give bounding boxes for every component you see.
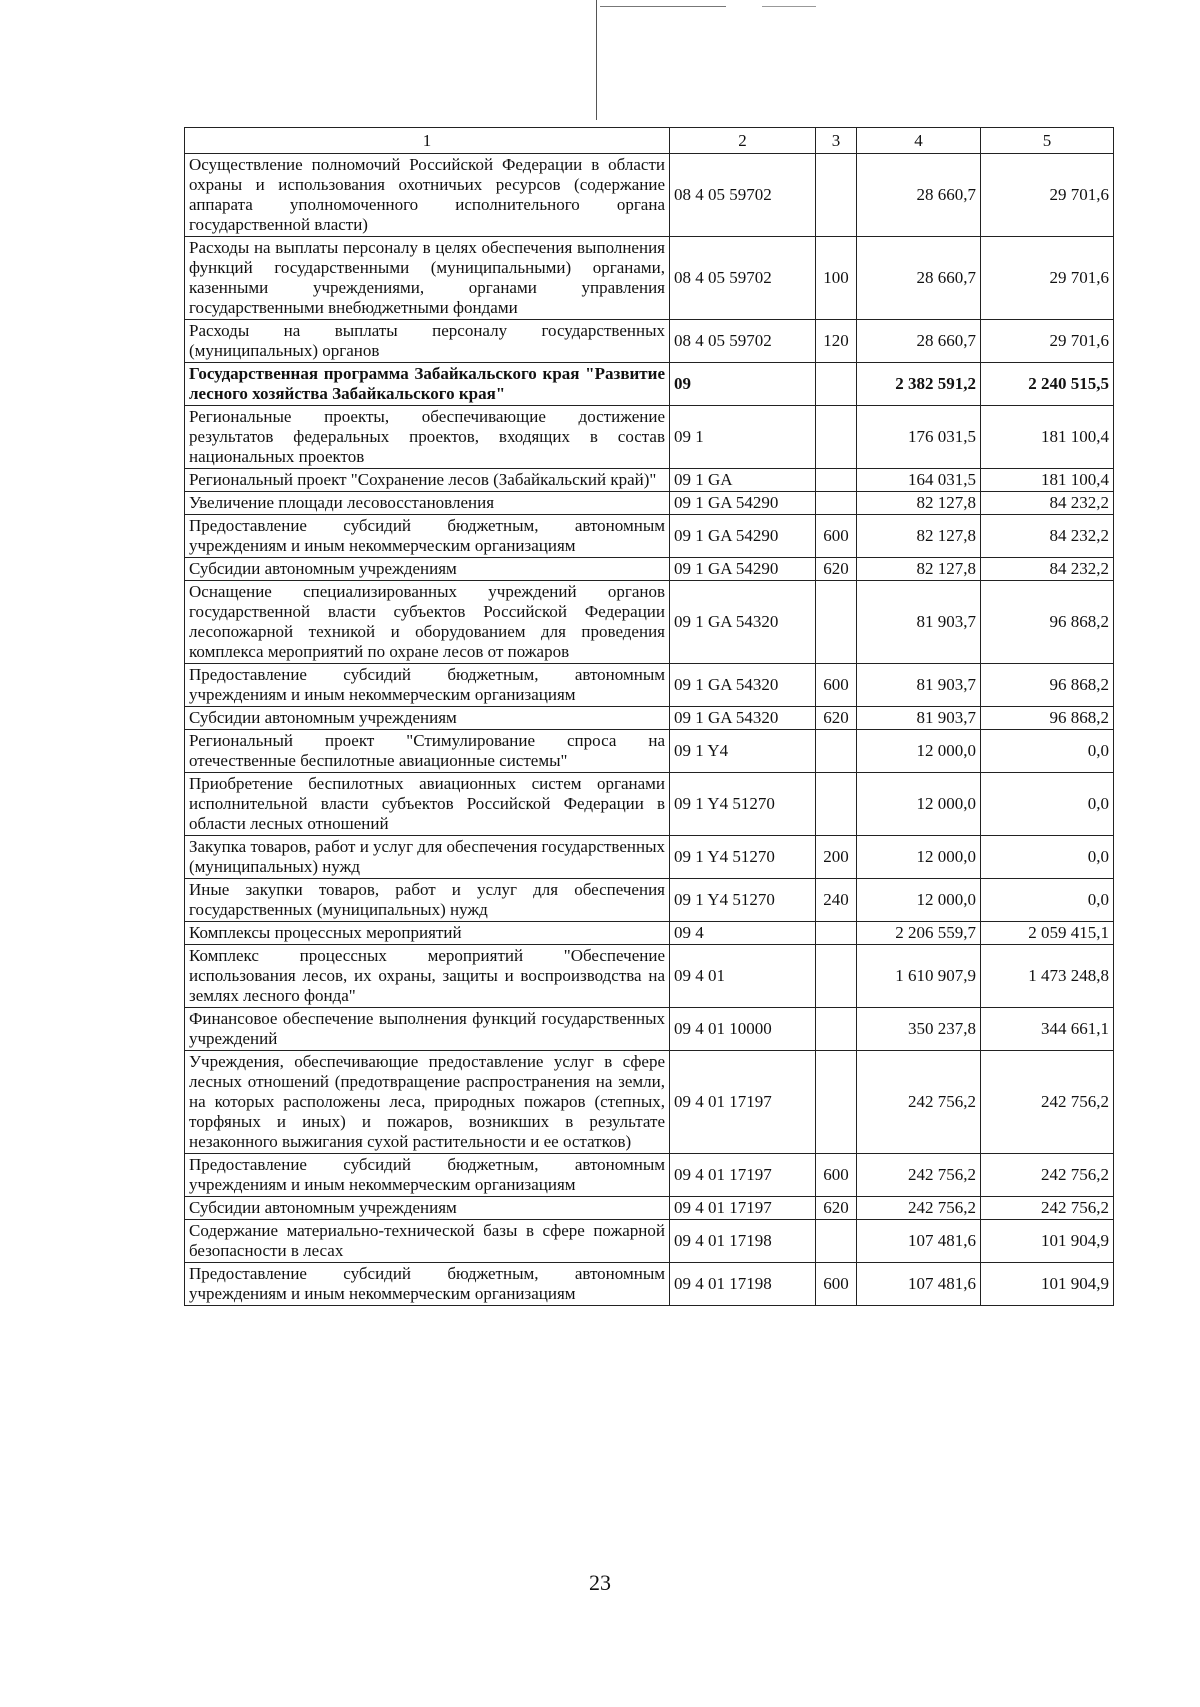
row-code-cell: 09 1 GA 54290	[670, 492, 816, 515]
row-name-cell: Предоставление субсидий бюджетным, автономным учреждениям и иным некоммерческим организациям	[185, 1154, 670, 1197]
row-code-cell: 09 4 01 17197	[670, 1197, 816, 1220]
row-amount-year1-cell: 28 660,7	[857, 237, 981, 320]
row-expense-type-cell	[816, 363, 857, 406]
row-amount-year1-cell: 164 031,5	[857, 469, 981, 492]
header-cell: 5	[981, 128, 1114, 154]
row-name-cell: Увеличение площади лесовосстановления	[185, 492, 670, 515]
row-name-cell: Региональный проект "Стимулирование спроса на отечественные беспилотные авиационные системы"	[185, 730, 670, 773]
row-amount-year1-cell: 242 756,2	[857, 1197, 981, 1220]
header-cell: 3	[816, 128, 857, 154]
table-row	[185, 836, 1114, 879]
row-code-cell: 09 1 GA 54320	[670, 707, 816, 730]
row-code-cell: 09 4 01	[670, 945, 816, 1008]
row-expense-type-cell: 600	[816, 1154, 857, 1197]
row-code-cell: 09 4 01 17197	[670, 1154, 816, 1197]
row-amount-year2-cell: 242 756,2	[981, 1197, 1114, 1220]
row-amount-year2-cell: 242 756,2	[981, 1154, 1114, 1197]
header-cell: 1	[185, 128, 670, 154]
row-amount-year1-cell: 28 660,7	[857, 154, 981, 237]
table-row	[185, 1197, 1114, 1220]
row-amount-year1-cell: 107 481,6	[857, 1220, 981, 1263]
row-amount-year2-cell: 101 904,9	[981, 1263, 1114, 1306]
row-code-cell: 09 1 Y4 51270	[670, 836, 816, 879]
row-expense-type-cell	[816, 945, 857, 1008]
row-code-cell: 09 1 GA 54290	[670, 515, 816, 558]
row-expense-type-cell: 200	[816, 836, 857, 879]
row-expense-type-cell	[816, 1220, 857, 1263]
row-code-cell: 09 1	[670, 406, 816, 469]
table-row	[185, 515, 1114, 558]
row-expense-type-cell	[816, 154, 857, 237]
row-expense-type-cell: 620	[816, 558, 857, 581]
row-amount-year1-cell: 81 903,7	[857, 664, 981, 707]
row-name-cell: Иные закупки товаров, работ и услуг для обеспечения государственных (муниципальных) нужд	[185, 879, 670, 922]
row-name-cell: Расходы на выплаты персоналу государственных (муниципальных) органов	[185, 320, 670, 363]
row-name-cell: Закупка товаров, работ и услуг для обеспечения государственных (муниципальных) нужд	[185, 836, 670, 879]
row-code-cell: 08 4 05 59702	[670, 237, 816, 320]
table-row	[185, 1154, 1114, 1197]
row-amount-year2-cell: 181 100,4	[981, 406, 1114, 469]
row-amount-year2-cell: 84 232,2	[981, 492, 1114, 515]
table-row	[185, 1220, 1114, 1263]
row-amount-year1-cell: 242 756,2	[857, 1154, 981, 1197]
row-amount-year1-cell: 1 610 907,9	[857, 945, 981, 1008]
row-name-cell: Предоставление субсидий бюджетным, автономным учреждениям и иным некоммерческим организациям	[185, 1263, 670, 1306]
row-amount-year1-cell: 81 903,7	[857, 581, 981, 664]
row-expense-type-cell	[816, 469, 857, 492]
table-header	[185, 128, 1114, 154]
row-amount-year1-cell: 12 000,0	[857, 730, 981, 773]
row-amount-year1-cell: 2 382 591,2	[857, 363, 981, 406]
row-amount-year2-cell: 2 240 515,5	[981, 363, 1114, 406]
row-code-cell: 09 1 Y4	[670, 730, 816, 773]
row-code-cell: 09 1 GA	[670, 469, 816, 492]
row-name-cell: Региональные проекты, обеспечивающие достижение результатов федеральных проектов, входящих в состав национальных проектов	[185, 406, 670, 469]
row-amount-year1-cell: 12 000,0	[857, 773, 981, 836]
row-name-cell: Осуществление полномочий Российской Федерации в области охраны и использования охотничьих ресурсов (содержание аппарата уполномоченного исполнительного органа государственной власти)	[185, 154, 670, 237]
row-code-cell: 09	[670, 363, 816, 406]
row-name-cell: Комплексы процессных мероприятий	[185, 922, 670, 945]
header-row	[185, 128, 1114, 154]
row-amount-year1-cell: 2 206 559,7	[857, 922, 981, 945]
table-row	[185, 922, 1114, 945]
row-expense-type-cell: 600	[816, 515, 857, 558]
row-expense-type-cell	[816, 1008, 857, 1051]
row-amount-year1-cell: 81 903,7	[857, 707, 981, 730]
row-amount-year2-cell: 1 473 248,8	[981, 945, 1114, 1008]
row-expense-type-cell: 100	[816, 237, 857, 320]
row-expense-type-cell	[816, 730, 857, 773]
row-amount-year1-cell: 82 127,8	[857, 492, 981, 515]
row-name-cell: Субсидии автономным учреждениям	[185, 1197, 670, 1220]
header-cell: 4	[857, 128, 981, 154]
row-code-cell: 09 1 GA 54290	[670, 558, 816, 581]
row-name-cell: Предоставление субсидий бюджетным, автономным учреждениям и иным некоммерческим организациям	[185, 515, 670, 558]
table-row	[185, 1008, 1114, 1051]
row-amount-year2-cell: 29 701,6	[981, 320, 1114, 363]
row-code-cell: 08 4 05 59702	[670, 154, 816, 237]
row-code-cell: 09 1 GA 54320	[670, 581, 816, 664]
row-expense-type-cell: 600	[816, 1263, 857, 1306]
table-row	[185, 1051, 1114, 1154]
row-amount-year1-cell: 176 031,5	[857, 406, 981, 469]
row-name-cell: Учреждения, обеспечивающие предоставление услуг в сфере лесных отношений (предотвращение распространения на земли, на которых расположены леса, природных пожаров (степных, торфяных и иных) и пожаров, возникших в результате незаконного выжигания сухой растительности и ее остатков)	[185, 1051, 670, 1154]
table-row	[185, 363, 1114, 406]
row-amount-year2-cell: 29 701,6	[981, 237, 1114, 320]
table-row	[185, 406, 1114, 469]
row-amount-year1-cell: 107 481,6	[857, 1263, 981, 1306]
row-name-cell: Приобретение беспилотных авиационных систем органами исполнительной власти субъектов Российской Федерации в области лесных отношений	[185, 773, 670, 836]
row-code-cell: 09 1 GA 54320	[670, 664, 816, 707]
table-row	[185, 707, 1114, 730]
row-name-cell: Субсидии автономным учреждениям	[185, 558, 670, 581]
table-row	[185, 1263, 1114, 1306]
row-amount-year2-cell: 0,0	[981, 730, 1114, 773]
row-code-cell: 09 4 01 10000	[670, 1008, 816, 1051]
row-amount-year1-cell: 242 756,2	[857, 1051, 981, 1154]
row-amount-year2-cell: 0,0	[981, 773, 1114, 836]
table-row	[185, 773, 1114, 836]
row-name-cell: Комплекс процессных мероприятий "Обеспечение использования лесов, их охраны, защиты и воспроизводства на землях лесного фонда"	[185, 945, 670, 1008]
table-row	[185, 581, 1114, 664]
row-amount-year1-cell: 350 237,8	[857, 1008, 981, 1051]
row-amount-year2-cell: 96 868,2	[981, 581, 1114, 664]
table-row	[185, 664, 1114, 707]
row-amount-year2-cell: 84 232,2	[981, 558, 1114, 581]
row-expense-type-cell	[816, 922, 857, 945]
row-amount-year2-cell: 181 100,4	[981, 469, 1114, 492]
row-amount-year1-cell: 28 660,7	[857, 320, 981, 363]
table-row	[185, 154, 1114, 237]
row-name-cell: Расходы на выплаты персоналу в целях обеспечения выполнения функций государственными (муниципальными) органами, казенными учреждениями, органами управления государственными внебюджетными фондами	[185, 237, 670, 320]
table-row	[185, 730, 1114, 773]
scan-artifact-line	[596, 0, 597, 120]
row-amount-year2-cell: 0,0	[981, 879, 1114, 922]
row-name-cell: Субсидии автономным учреждениям	[185, 707, 670, 730]
row-code-cell: 09 4 01 17198	[670, 1263, 816, 1306]
row-amount-year2-cell: 84 232,2	[981, 515, 1114, 558]
row-amount-year2-cell: 2 059 415,1	[981, 922, 1114, 945]
row-expense-type-cell: 620	[816, 1197, 857, 1220]
row-expense-type-cell	[816, 492, 857, 515]
row-expense-type-cell: 120	[816, 320, 857, 363]
header-cell: 2	[670, 128, 816, 154]
row-expense-type-cell	[816, 581, 857, 664]
row-amount-year2-cell: 0,0	[981, 836, 1114, 879]
row-name-cell: Государственная программа Забайкальского края "Развитие лесного хозяйства Забайкальского края"	[185, 363, 670, 406]
row-expense-type-cell	[816, 1051, 857, 1154]
row-name-cell: Оснащение специализированных учреждений органов государственной власти субъектов Российской Федерации лесопожарной техникой и оборудованием для проведения комплекса мероприятий по охране лесов от пожаров	[185, 581, 670, 664]
row-amount-year1-cell: 82 127,8	[857, 515, 981, 558]
row-name-cell: Региональный проект "Сохранение лесов (Забайкальский край)"	[185, 469, 670, 492]
row-amount-year2-cell: 96 868,2	[981, 707, 1114, 730]
scan-artifact-line	[600, 6, 960, 7]
row-code-cell: 09 1 Y4 51270	[670, 773, 816, 836]
row-amount-year2-cell: 101 904,9	[981, 1220, 1114, 1263]
table-row	[185, 237, 1114, 320]
table-row	[185, 492, 1114, 515]
row-expense-type-cell	[816, 773, 857, 836]
row-amount-year2-cell: 96 868,2	[981, 664, 1114, 707]
table-row	[185, 945, 1114, 1008]
table-row	[185, 320, 1114, 363]
page-number: 23	[589, 1570, 611, 1595]
row-amount-year2-cell: 29 701,6	[981, 154, 1114, 237]
row-code-cell: 08 4 05 59702	[670, 320, 816, 363]
table-row	[185, 558, 1114, 581]
table-row	[185, 469, 1114, 492]
row-code-cell: 09 1 Y4 51270	[670, 879, 816, 922]
row-amount-year1-cell: 12 000,0	[857, 879, 981, 922]
row-expense-type-cell: 240	[816, 879, 857, 922]
table-row	[185, 879, 1114, 922]
row-expense-type-cell	[816, 406, 857, 469]
row-amount-year2-cell: 344 661,1	[981, 1008, 1114, 1051]
row-name-cell: Содержание материально-технической базы в сфере пожарной безопасности в лесах	[185, 1220, 670, 1263]
row-name-cell: Финансовое обеспечение выполнения функций государственных учреждений	[185, 1008, 670, 1051]
row-expense-type-cell: 620	[816, 707, 857, 730]
budget-table	[184, 127, 1114, 1306]
row-code-cell: 09 4	[670, 922, 816, 945]
row-amount-year1-cell: 12 000,0	[857, 836, 981, 879]
row-name-cell: Предоставление субсидий бюджетным, автономным учреждениям и иным некоммерческим организациям	[185, 664, 670, 707]
table-body	[185, 154, 1114, 1306]
row-amount-year2-cell: 242 756,2	[981, 1051, 1114, 1154]
row-code-cell: 09 4 01 17198	[670, 1220, 816, 1263]
row-expense-type-cell: 600	[816, 664, 857, 707]
row-code-cell: 09 4 01 17197	[670, 1051, 816, 1154]
row-amount-year1-cell: 82 127,8	[857, 558, 981, 581]
